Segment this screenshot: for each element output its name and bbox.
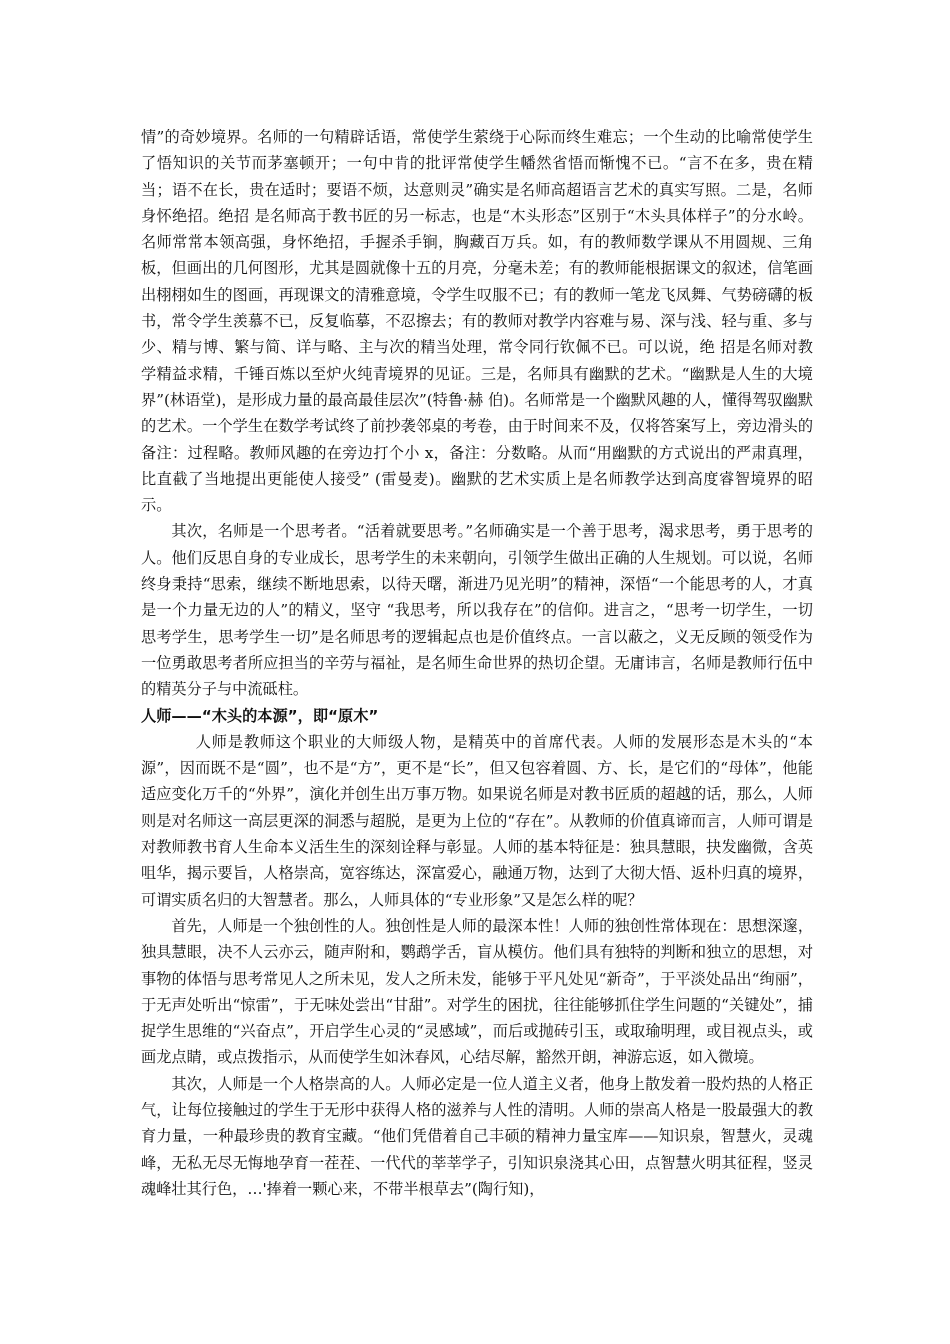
paragraph-originality: 首先，人师是一个独创性的人。独创性是人师的最深本性！人师的独创性常体现在：思想深邃，独具慧眼，决不人云亦云，随声附和，鹦鹉学舌，盲从模仿。他们具有独特的判断和独立的思想，对事物的体悟与思考常见人之所未见，发人之所未发，能够于平凡处见“新奇”，于平淡处品出“绚丽”，于无声处听出“惊雷”，于无味处尝出“甘甜”。对学生的困扰，往往能够抓住学生问题的“关键处”，捕捉学生思维的“兴奋点”，开启学生心灵的“灵感域”，而后或抛砖引玉，或取瑜明理，或目视点头，或画龙点睛，或点拨指示，从而使学生如沐春风，心结尽解，豁然开朗，神游忘返，如入微境。 xyxy=(141,916,813,1067)
document-page xyxy=(141,124,813,1202)
paragraph-humor-art: 情”的奇妙境界。名师的一句精辟话语，常使学生萦绕于心际而终生难忘；一个生动的比喻常使学生了悟知识的关节而茅塞顿开；一句中肯的批评常使学生幡然省悟而惭愧不已。“言不在多，贵在精当；语不在长，贵在适时；要语不烦，达意则灵”确实是名师高超语言艺术的真实写照。二是，名师身怀绝招。绝招 是名师高于教书匠的另一标志，也是“木头形态”区别于“木头具体样子”的分水岭。名师常常本领高强，身怀绝招，手握杀手锏，胸藏百万兵。如，有的教师数学课从不用圆规、三角板，但画出的几何图形，尤其是圆就像十五的月亮，分毫未差；有的教师能根据课文的叙述，信笔画出栩栩如生的图画，再现课文的清雅意境，令学生叹服不已；有的教师一笔龙飞凤舞、气势磅礴的板书，常令学生羡慕不已，反复临摹，不忍擦去；有的教师对教学内容难与易、深与浅、轻与重、多与少、精与博、繁与简、详与略、主与次的精当处理，常令同行钦佩不已。可以说，绝 招是名师对教学精益求精，千锤百炼以至炉火纯青境界的见证。三是，名师具有幽默的艺术。“幽默是人生的大境界”(林语堂)，是形成力量的最高最佳层次”(特鲁·赫 伯)。名师常是一个幽默风趣的人，懂得驾驭幽默的艺术。一个学生在数学考试终了前抄袭邻桌的考卷，由于时间来不及，仅将答案写上，旁边滑头的备注：过程略。教师风趣的在旁边打个小 x，备注：分数略。从而“用幽默的方式说出的严肃真理，比直截了当地提出更能使人接受” (雷曼麦)。幽默的艺术实质上是名师教学达到高度睿智境界的昭示。 xyxy=(141,128,813,515)
section-heading-renshi: 人师——“木头的本源”，即“原木” xyxy=(141,706,379,725)
paragraph-thinker: 其次，名师是一个思考者。“活着就要思考。”名师确实是一个善于思考，渴求思考，勇于思考的人。他们反思自身的专业成长，思考学生的未来朝向，引领学生做出正确的人生规划。可以说，名师终身秉持“思索，继续不断地思索，以待天曙，渐进乃见光明”的精神，深悟“一个能思考的人，才真是一个力量无边的人”的精义，坚守 “我思考，所以我存在”的信仰。进言之，“思考一切学生，一切思考学生，思考学生一切”是名师思考的逻辑起点也是价值终点。一言以蔽之，义无反顾的领受作为一位勇敢思考者所应担当的辛劳与福祉，是名师生命世界的热切企望。无庸讳言，名师是教师行伍中的精英分子与中流砥柱。 xyxy=(141,522,813,699)
paragraph-renshi-intro: 人师是教师这个职业的大师级人物，是精英中的首席代表。人师的发展形态是木头的“本源”，因而既不是“圆”，也不是“方”，更不是“长”，但又包容着圆、方、长，是它们的“母体”，他能适应变化万千的“外界”，演化并创生出万事万物。如果说名师是对教书匠质的超越的话，那么，人师则是对名师这一高层更深的洞悉与超脱，是更为上位的“存在”。从教师的价值真谛而言，人师可谓是对教师教书育人生命本义活生生的深刻诠释与彰显。人师的基本特征是：独具慧眼，抉发幽微，含英咀华，揭示要旨，人格崇高，宽容练达，深富爱心，融通万物，达到了大彻大悟、返朴归真的境界，可谓实质名归的大智慧者。那么，人师具体的“专业形象”又是怎么样的呢？ xyxy=(141,732,813,909)
paragraph-noble-character: 其次，人师是一个人格崇高的人。人师必定是一位人道主义者，他身上散发着一股灼热的人格正气，让每位接触过的学生于无形中获得人格的滋养与人性的清明。人师的崇高人格是一股最强大的教育力量，一种最珍贵的教育宝藏。“他们凭借着自己丰硕的精神力量宝库——知识泉，智慧火，灵魂峰，无私无尽无悔地孕育一茬茬、一代代的莘莘学子，引知识泉浇其心田，点智慧火明其征程，竖灵魂峰壮其行色，…'捧着一颗心来，不带半根草去”(陶行知)， xyxy=(141,1074,813,1198)
